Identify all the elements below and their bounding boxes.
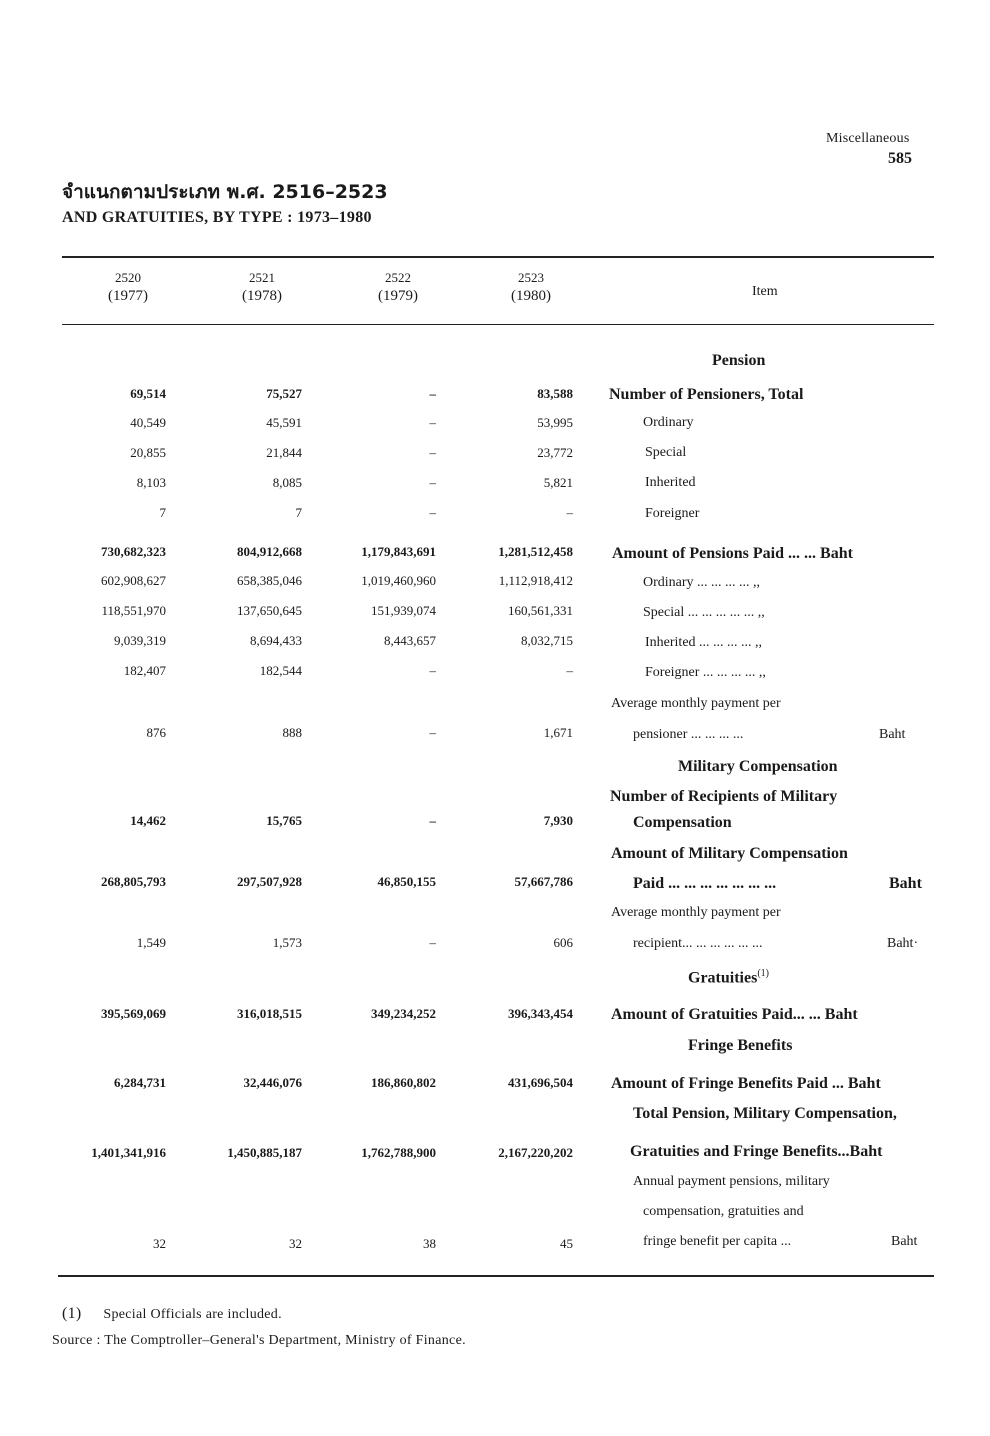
- col-year-ce: (1979): [378, 288, 418, 304]
- row-label-line-2: recipient... ... ... ... ... ...: [633, 936, 763, 951]
- row-label-line-2: compensation, gratuities and: [643, 1204, 804, 1219]
- section-gratuities: [688, 968, 769, 987]
- footnote: [62, 1305, 282, 1323]
- gratuities-note-marker: (1): [757, 968, 769, 979]
- footnote-marker: (1): [62, 1305, 82, 1322]
- cell-2522: 349,234,252: [371, 1006, 436, 1021]
- row-label-line-1: Average monthly payment per: [611, 696, 781, 711]
- title-thai: จำแนกตามประเภท พ.ศ. 2516–2523: [62, 181, 388, 203]
- row-label: Inherited: [645, 475, 696, 490]
- cell-2523: 7,930: [543, 813, 573, 828]
- cell-2520: 876: [146, 725, 166, 740]
- row-label: Number of Pensioners, Total: [609, 386, 804, 403]
- cell-2523: 5,821: [543, 475, 573, 490]
- col-year-ce: (1977): [108, 288, 148, 304]
- cell-2521: 45,591: [266, 415, 302, 430]
- cell-2520: 118,551,970: [101, 603, 166, 618]
- row-label-line-2: Compensation: [633, 814, 732, 831]
- cell-2521: 21,844: [266, 445, 302, 460]
- cell-2521: 32,446,076: [243, 1075, 302, 1090]
- cell-2521: 182,544: [259, 663, 302, 678]
- col-year-be: 2523: [518, 270, 544, 285]
- cell-2522: 186,860,802: [371, 1075, 436, 1090]
- item-header: Item: [752, 284, 778, 299]
- row-label: Amount of Pensions Paid ... ... Baht: [612, 545, 853, 562]
- col-year-ce: (1980): [511, 288, 551, 304]
- cell-2520: 32: [153, 1236, 166, 1251]
- row-label: Special ... ... ... ... ... ,,: [643, 605, 765, 620]
- cell-2522: 1,019,460,960: [361, 573, 436, 588]
- col-year-be: 2520: [115, 270, 141, 285]
- cell-2522: –: [429, 445, 436, 460]
- cell-2521: 75,527: [266, 386, 302, 401]
- cell-2520: 268,805,793: [101, 874, 166, 889]
- cell-2522: 8,443,657: [384, 633, 436, 648]
- row-label-line-2: Paid ... ... ... ... ... ... ...: [633, 875, 777, 892]
- col-year-be: 2521: [249, 270, 275, 285]
- footnote-text: Special Officials are included.: [103, 1307, 282, 1322]
- col-year-ce: (1978): [242, 288, 282, 304]
- cell-2520: 9,039,319: [114, 633, 166, 648]
- cell-2520: 40,549: [130, 415, 166, 430]
- cell-2520: 395,569,069: [101, 1006, 166, 1021]
- row-unit: Baht: [891, 1234, 918, 1249]
- cell-2520: 8,103: [136, 475, 166, 490]
- row-label: Amount of Fringe Benefits Paid ... Baht: [611, 1075, 881, 1092]
- table-header-rule: [62, 324, 934, 325]
- row-label-line-1: Average monthly payment per: [611, 905, 781, 920]
- row-unit: Baht: [879, 727, 906, 742]
- row-label: Inherited ... ... ... ... ,,: [645, 635, 763, 650]
- source-note: Source : The Comptroller–General's Department, Ministry of Finance.: [52, 1333, 466, 1348]
- cell-2523: 2,167,220,202: [498, 1145, 573, 1160]
- cell-2521: 8,085: [272, 475, 302, 490]
- cell-2523: 396,343,454: [508, 1006, 573, 1021]
- cell-2520: 1,549: [136, 935, 166, 950]
- cell-2521: 888: [282, 725, 302, 740]
- title-english: AND GRATUITIES, BY TYPE : 1973–1980: [62, 209, 372, 226]
- cell-2521: 297,507,928: [237, 874, 302, 889]
- row-label-line-3: fringe benefit per capita ...: [643, 1234, 792, 1249]
- cell-2523: 1,112,918,412: [498, 573, 573, 588]
- cell-2523: 57,667,786: [514, 874, 573, 889]
- cell-2521: 804,912,668: [237, 544, 302, 559]
- row-label-line-1: Amount of Military Compensation: [611, 845, 848, 862]
- cell-2523: 23,772: [537, 445, 573, 460]
- cell-2523: –: [566, 505, 573, 520]
- row-label: Ordinary: [643, 415, 694, 430]
- row-label: Amount of Gratuities Paid... ... Baht: [611, 1006, 858, 1023]
- table-bottom-rule: [58, 1275, 934, 1277]
- cell-2521: 316,018,515: [237, 1006, 302, 1021]
- cell-2521: 7: [295, 505, 302, 520]
- row-label: Ordinary ... ... ... ... ,,: [643, 575, 761, 590]
- cell-2521: 137,650,645: [237, 603, 302, 618]
- row-unit: Baht·: [887, 936, 919, 951]
- col-header-2521: [202, 270, 322, 305]
- cell-2520: 602,908,627: [101, 573, 166, 588]
- cell-2523: 45: [560, 1236, 573, 1251]
- cell-2521: 32: [289, 1236, 302, 1251]
- cell-2523: 8,032,715: [521, 633, 573, 648]
- page-number: 585: [888, 150, 912, 167]
- row-unit: Baht: [889, 875, 922, 892]
- cell-2522: –: [429, 813, 436, 828]
- cell-2522: –: [429, 475, 436, 490]
- row-label-line-1: Number of Recipients of Military: [610, 788, 838, 805]
- row-label-line-1: Total Pension, Military Compensation,: [633, 1105, 897, 1122]
- cell-2520: 14,462: [130, 813, 166, 828]
- cell-2522: 38: [423, 1236, 436, 1251]
- col-header-2523: [471, 270, 591, 305]
- row-label-line-2: Gratuities and Fringe Benefits...Baht: [630, 1143, 883, 1160]
- cell-2522: 151,939,074: [371, 603, 436, 618]
- cell-2520: 7: [159, 505, 166, 520]
- row-label-line-1: Annual payment pensions, military: [633, 1174, 830, 1189]
- cell-2523: 1,281,512,458: [498, 544, 573, 559]
- cell-2520: 6,284,731: [114, 1075, 166, 1090]
- cell-2520: 1,401,341,916: [91, 1145, 166, 1160]
- cell-2522: 1,179,843,691: [361, 544, 436, 559]
- col-year-be: 2522: [385, 270, 411, 285]
- row-label: Special: [645, 445, 687, 460]
- cell-2521: 8,694,433: [250, 633, 302, 648]
- cell-2522: –: [429, 415, 436, 430]
- section-military: Military Compensation: [678, 758, 838, 775]
- cell-2521: 15,765: [266, 813, 302, 828]
- cell-2523: 431,696,504: [508, 1075, 573, 1090]
- row-label: Foreigner: [645, 506, 700, 521]
- row-label: Foreigner ... ... ... ... ,,: [645, 665, 766, 680]
- cell-2522: –: [429, 505, 436, 520]
- cell-2520: 182,407: [123, 663, 166, 678]
- section-pension: Pension: [712, 352, 766, 369]
- table-top-rule: [62, 256, 934, 258]
- section-fringe: Fringe Benefits: [688, 1037, 793, 1054]
- cell-2523: –: [566, 663, 573, 678]
- cell-2520: 69,514: [130, 386, 166, 401]
- cell-2523: 606: [553, 935, 573, 950]
- cell-2523: 160,561,331: [508, 603, 573, 618]
- cell-2522: 46,850,155: [377, 874, 436, 889]
- cell-2522: –: [429, 935, 436, 950]
- cell-2520: 730,682,323: [101, 544, 166, 559]
- col-header-2522: [338, 270, 458, 305]
- cell-2522: –: [429, 663, 436, 678]
- col-header-2520: [68, 270, 188, 305]
- cell-2521: 1,450,885,187: [227, 1145, 302, 1160]
- cell-2523: 53,995: [537, 415, 573, 430]
- row-label-line-2: pensioner ... ... ... ...: [633, 727, 744, 742]
- section-name: Miscellaneous: [826, 131, 910, 146]
- gratuities-label: Gratuities: [688, 969, 758, 987]
- cell-2520: 20,855: [130, 445, 166, 460]
- cell-2522: 1,762,788,900: [361, 1145, 436, 1160]
- cell-2522: –: [429, 386, 436, 401]
- cell-2523: 1,671: [543, 725, 573, 740]
- cell-2521: 1,573: [272, 935, 302, 950]
- cell-2521: 658,385,046: [237, 573, 302, 588]
- cell-2522: –: [429, 725, 436, 740]
- cell-2523: 83,588: [537, 386, 573, 401]
